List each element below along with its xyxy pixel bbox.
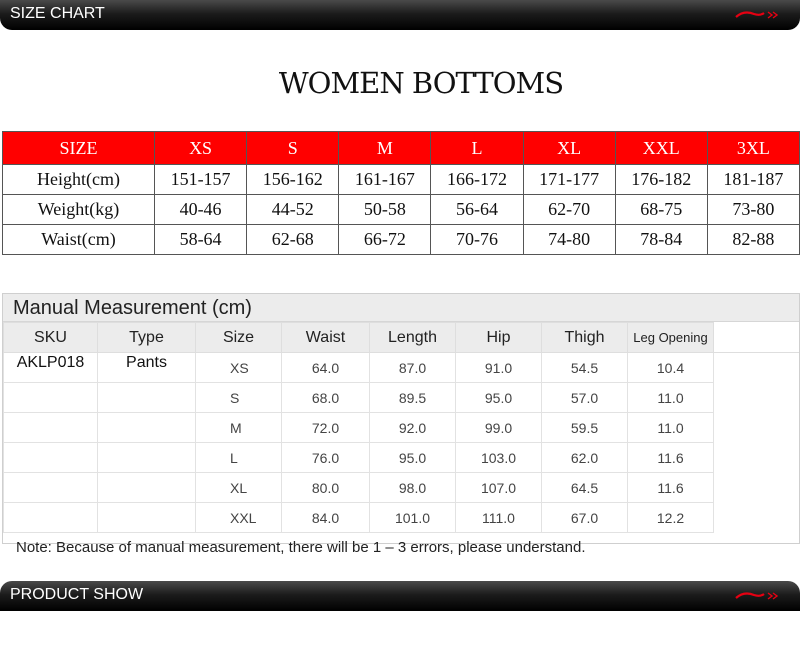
table-cell: 66-72	[339, 225, 431, 255]
hip-cell: 99.0	[456, 413, 542, 443]
header-cell: XXL	[615, 132, 707, 165]
header-cell: SIZE	[3, 132, 155, 165]
brand-logo-icon	[734, 589, 782, 603]
hip-cell: 107.0	[456, 473, 542, 503]
type-cell	[98, 443, 196, 473]
header-cell: 3XL	[707, 132, 799, 165]
table-cell: 78-84	[615, 225, 707, 255]
size-cell: S	[196, 383, 282, 413]
type-cell	[98, 503, 196, 533]
table-row	[4, 473, 799, 503]
size-cell: XXL	[196, 503, 282, 533]
table-cell: 68-75	[615, 195, 707, 225]
table-cell: 171-177	[523, 165, 615, 195]
table-cell: 166-172	[431, 165, 523, 195]
blank-cell	[714, 383, 799, 413]
thigh-cell: 64.5	[542, 473, 628, 503]
waist-cell: 64.0	[282, 353, 370, 383]
thigh-cell: 67.0	[542, 503, 628, 533]
column-header: Hip	[456, 323, 542, 353]
blank-cell	[714, 413, 799, 443]
size-table-header	[3, 132, 800, 165]
blank-cell	[714, 473, 799, 503]
table-cell: 50-58	[339, 195, 431, 225]
product-show-header-bar	[0, 581, 800, 611]
size-cell: XL	[196, 473, 282, 503]
sku-cell	[4, 443, 98, 473]
waist-cell: 76.0	[282, 443, 370, 473]
table-cell: 181-187	[707, 165, 799, 195]
table-cell: 56-64	[431, 195, 523, 225]
table-cell: 44-52	[247, 195, 339, 225]
waist-cell: 68.0	[282, 383, 370, 413]
length-cell: 87.0	[370, 353, 456, 383]
size-cell: L	[196, 443, 282, 473]
column-header: Type	[98, 323, 196, 353]
column-header: SKU	[4, 323, 98, 353]
brand-logo-icon	[734, 8, 782, 22]
sku-cell	[4, 413, 98, 443]
size-cell: XS	[196, 353, 282, 383]
blank-cell	[714, 443, 799, 473]
table-row	[3, 165, 800, 195]
leg-opening-cell: 11.6	[628, 473, 714, 503]
row-label: Height(cm)	[3, 165, 155, 195]
manual-measurement-panel	[2, 293, 800, 556]
header-cell: S	[247, 132, 339, 165]
thigh-cell: 59.5	[542, 413, 628, 443]
length-cell: 95.0	[370, 443, 456, 473]
manual-measurement-table	[3, 322, 799, 533]
blank-cell	[714, 353, 799, 383]
table-cell: 156-162	[247, 165, 339, 195]
row-label: Weight(kg)	[3, 195, 155, 225]
type-cell	[98, 383, 196, 413]
type-cell	[98, 413, 196, 443]
hip-cell: 111.0	[456, 503, 542, 533]
leg-opening-cell: 11.6	[628, 443, 714, 473]
length-cell: 92.0	[370, 413, 456, 443]
row-label: Waist(cm)	[3, 225, 155, 255]
product-show-label: PRODUCT SHOW	[10, 586, 144, 603]
header-cell: XS	[155, 132, 247, 165]
blank-cell	[714, 503, 799, 533]
column-header: Waist	[282, 323, 370, 353]
table-cell: 62-68	[247, 225, 339, 255]
table-cell: 176-182	[615, 165, 707, 195]
thigh-cell: 54.5	[542, 353, 628, 383]
measurement-note: Note: Because of manual measurement, there will be 1 – 3 errors, please understand.	[16, 539, 586, 556]
sku-cell: AKLP018	[4, 353, 98, 383]
leg-opening-cell: 12.2	[628, 503, 714, 533]
hip-cell: 91.0	[456, 353, 542, 383]
table-cell: 82-88	[707, 225, 799, 255]
column-header-blank	[714, 323, 799, 353]
length-cell: 101.0	[370, 503, 456, 533]
table-row	[4, 383, 799, 413]
table-row	[3, 195, 800, 225]
table-cell: 74-80	[523, 225, 615, 255]
column-header: Leg Opening	[628, 323, 714, 353]
table-row	[4, 443, 799, 473]
header-cell: L	[431, 132, 523, 165]
column-header: Length	[370, 323, 456, 353]
column-header: Thigh	[542, 323, 628, 353]
table-cell: 70-76	[431, 225, 523, 255]
type-cell: Pants	[98, 353, 196, 383]
table-cell: 40-46	[155, 195, 247, 225]
leg-opening-cell: 11.0	[628, 413, 714, 443]
header-cell: XL	[523, 132, 615, 165]
size-chart-header-bar	[0, 0, 800, 30]
thigh-cell: 57.0	[542, 383, 628, 413]
thigh-cell: 62.0	[542, 443, 628, 473]
sku-cell	[4, 473, 98, 503]
size-cell: M	[196, 413, 282, 443]
length-cell: 98.0	[370, 473, 456, 503]
manual-header-row	[4, 323, 799, 353]
table-cell: 73-80	[707, 195, 799, 225]
manual-measurement-title: Manual Measurement (cm)	[3, 294, 799, 322]
column-header: Size	[196, 323, 282, 353]
sku-cell	[4, 503, 98, 533]
type-cell	[98, 473, 196, 503]
size-table	[2, 131, 800, 255]
table-cell: 161-167	[339, 165, 431, 195]
table-row	[3, 225, 800, 255]
size-chart-label: SIZE CHART	[10, 5, 105, 22]
leg-opening-cell: 11.0	[628, 383, 714, 413]
hip-cell: 103.0	[456, 443, 542, 473]
length-cell: 89.5	[370, 383, 456, 413]
table-row	[4, 413, 799, 443]
sku-cell	[4, 383, 98, 413]
table-cell: 58-64	[155, 225, 247, 255]
hip-cell: 95.0	[456, 383, 542, 413]
waist-cell: 80.0	[282, 473, 370, 503]
page-title: WOMEN BOTTOMS	[278, 66, 564, 100]
waist-cell: 84.0	[282, 503, 370, 533]
waist-cell: 72.0	[282, 413, 370, 443]
table-row	[4, 353, 799, 383]
table-cell: 151-157	[155, 165, 247, 195]
table-row	[4, 503, 799, 533]
leg-opening-cell: 10.4	[628, 353, 714, 383]
header-cell: M	[339, 132, 431, 165]
table-cell: 62-70	[523, 195, 615, 225]
